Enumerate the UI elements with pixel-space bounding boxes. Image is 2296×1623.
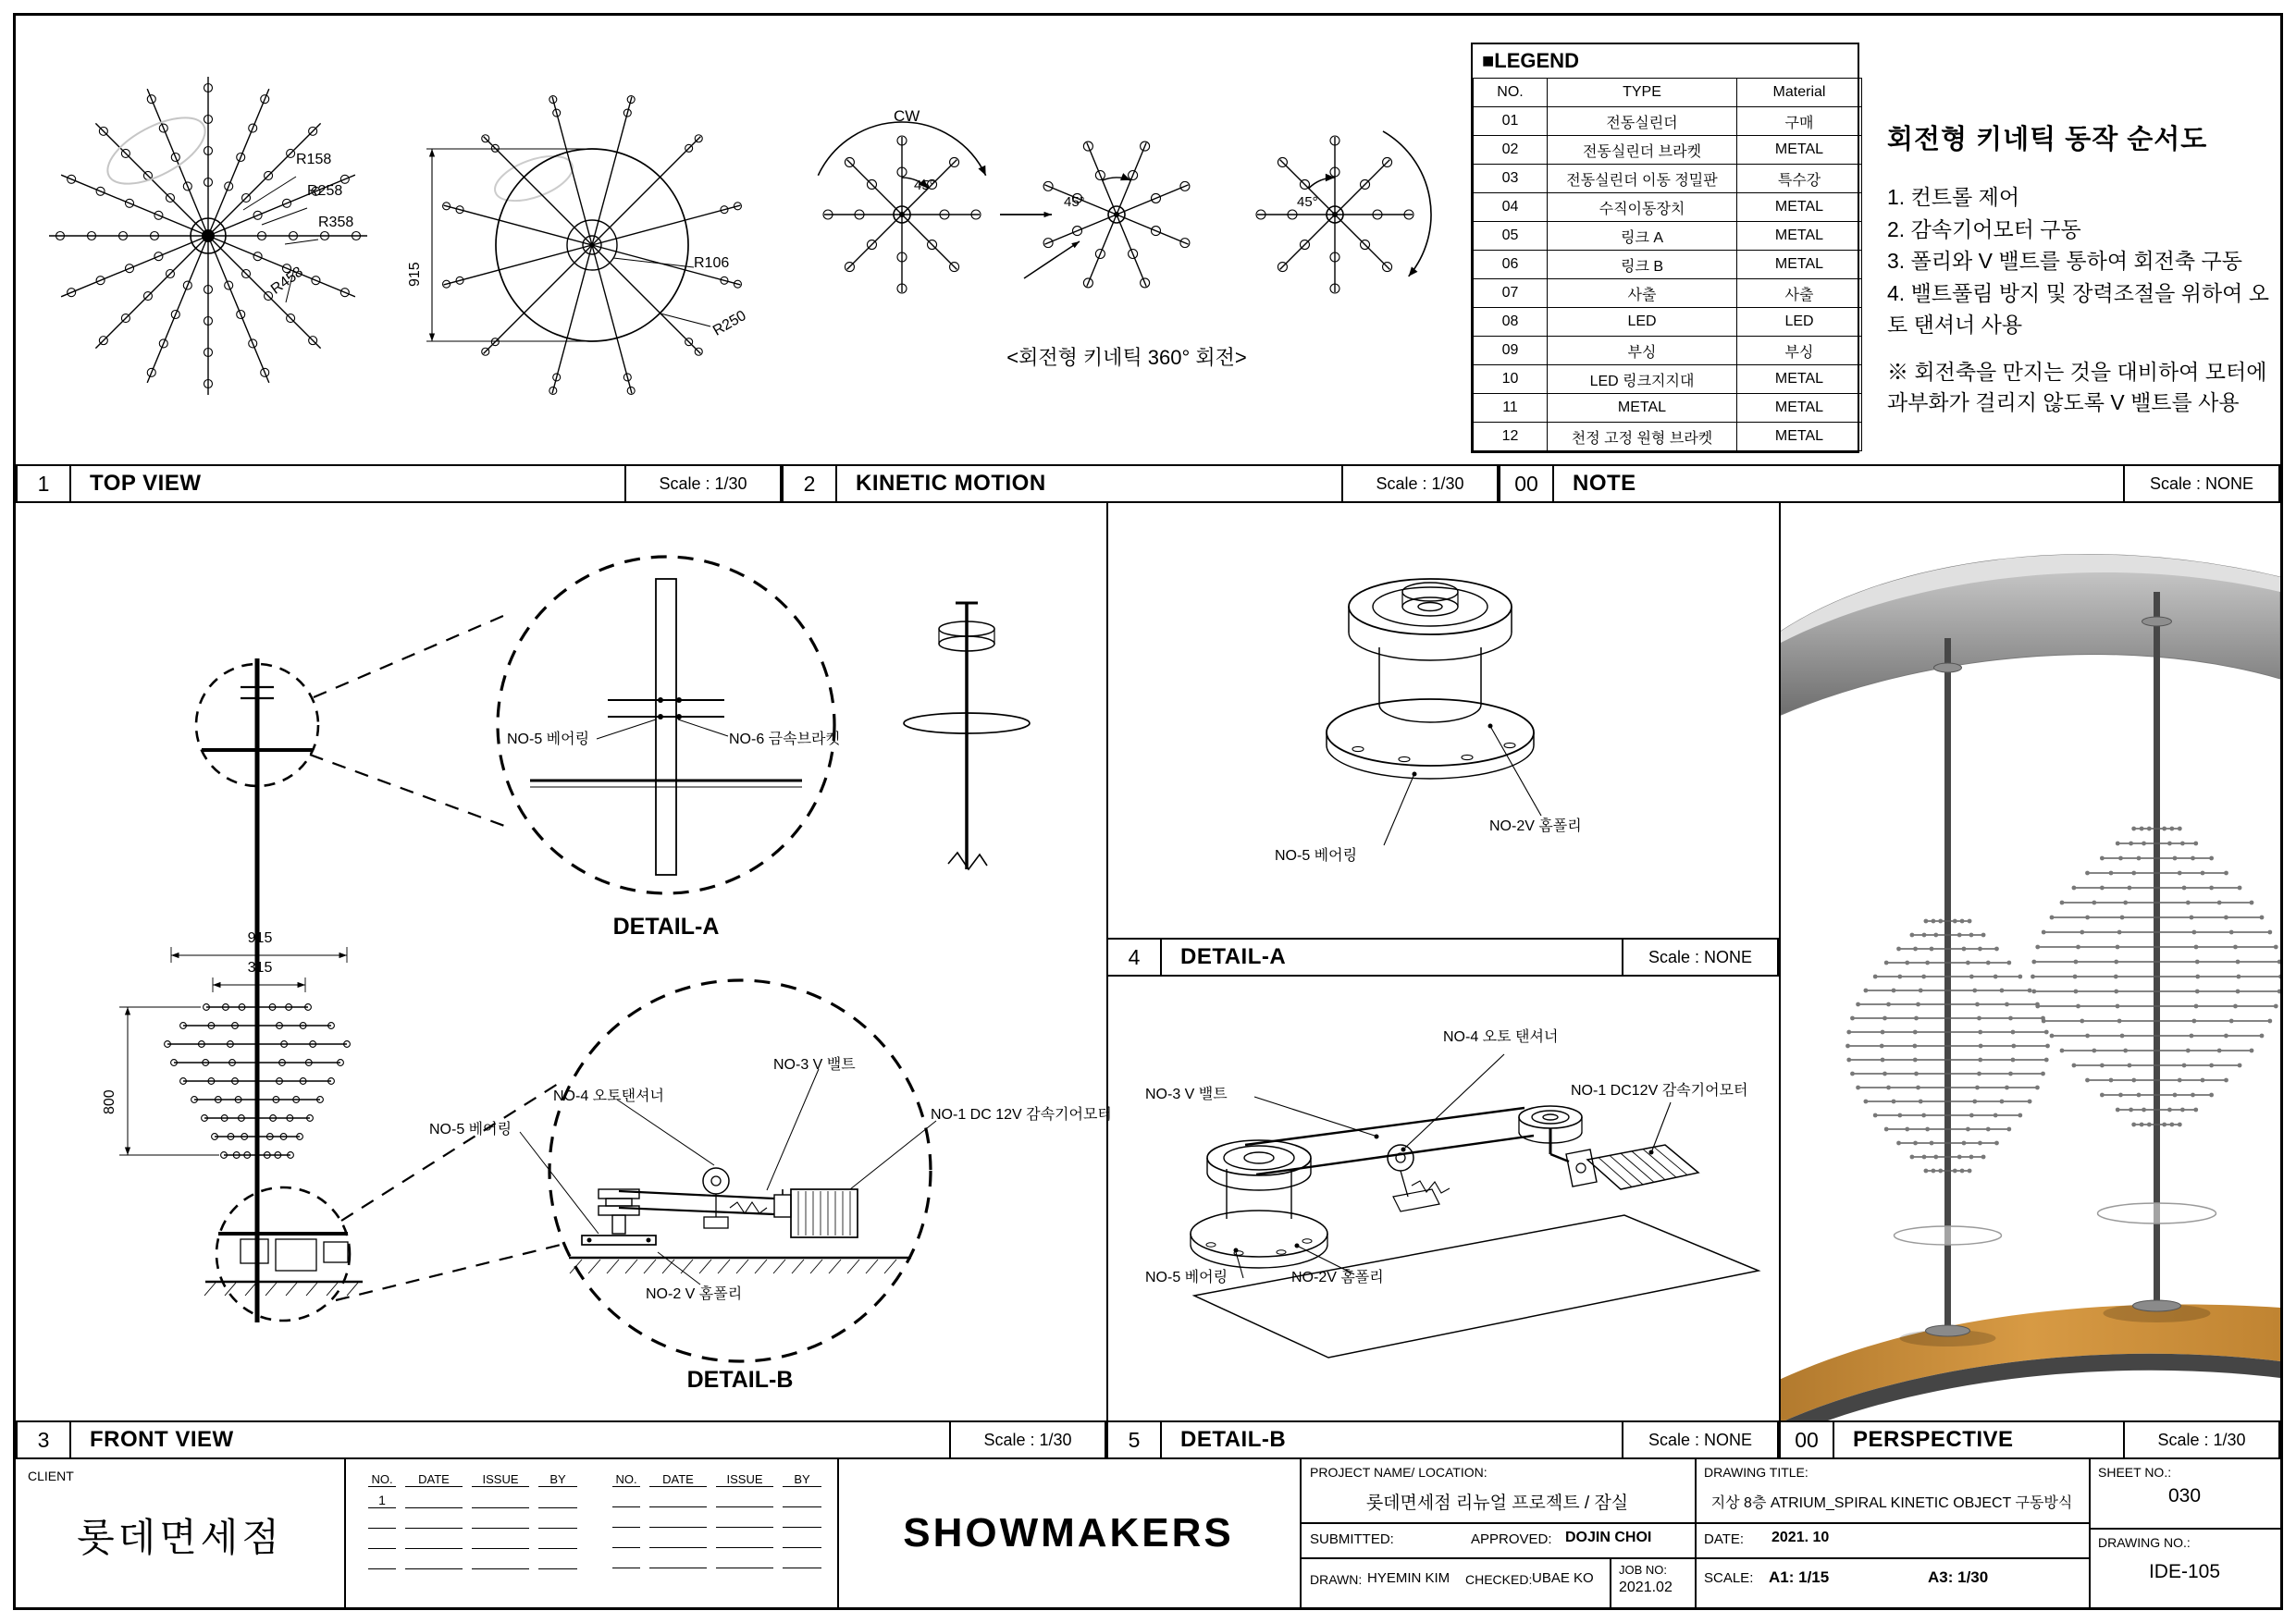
- divider: [1610, 1557, 1611, 1607]
- panel-number: 2: [784, 466, 837, 501]
- legend-row: [1474, 279, 1862, 308]
- revision-cell: [649, 1513, 707, 1528]
- revision-header: ISSUE: [716, 1472, 773, 1487]
- drawn-value: HYEMIN KIM: [1367, 1570, 1450, 1586]
- revision-cell: [612, 1533, 640, 1548]
- revision-cell: [405, 1555, 463, 1569]
- drawing-title-label: DRAWING TITLE:: [1704, 1465, 1808, 1480]
- dimension-label: 915: [247, 930, 273, 946]
- revision-header: BY: [538, 1472, 577, 1487]
- divider: [1300, 1557, 1695, 1559]
- revision-header: NO.: [612, 1472, 640, 1487]
- legend-cell: LED: [1737, 308, 1862, 337]
- legend-cell: 11: [1474, 394, 1548, 423]
- revision-cell: [472, 1514, 529, 1529]
- revision-cell: [538, 1514, 577, 1529]
- divider: [1300, 1459, 1302, 1607]
- legend-cell: 특수강: [1737, 165, 1862, 193]
- part-label-pulley: NO-2V 홈폴리: [1291, 1270, 1384, 1285]
- checked-value: UBAE KO: [1532, 1570, 1594, 1586]
- panel-title: FRONT VIEW: [90, 1427, 234, 1452]
- sheet-no-label: SHEET NO.:: [2098, 1465, 2172, 1480]
- job-no-label: JOB NO:: [1619, 1563, 1668, 1577]
- legend-cell: 06: [1474, 251, 1548, 279]
- panel-title: DETAIL-B: [1180, 1427, 1287, 1452]
- legend-header: NO.: [1474, 79, 1548, 107]
- panel-header-kinetic-motion: [782, 464, 1499, 503]
- legend-cell: METAL: [1548, 394, 1737, 423]
- approved-label: APPROVED:: [1471, 1531, 1552, 1547]
- radius-label: R358: [318, 215, 354, 230]
- legend-cell: 사출: [1737, 279, 1862, 308]
- date-label: DATE:: [1704, 1531, 1745, 1547]
- legend-cell: METAL: [1737, 251, 1862, 279]
- radius-label: R158: [296, 152, 332, 167]
- revision-table: [603, 1467, 831, 1574]
- divider: [344, 1459, 346, 1607]
- legend-cell: 01: [1474, 107, 1548, 136]
- revision-cell: [716, 1493, 773, 1507]
- revision-cell: [472, 1493, 529, 1508]
- revision-header: DATE: [649, 1472, 707, 1487]
- panel-title: KINETIC MOTION: [856, 471, 1046, 496]
- legend-cell: 08: [1474, 308, 1548, 337]
- divider: [1779, 503, 1781, 1420]
- drawn-label: DRAWN:: [1310, 1572, 1363, 1587]
- legend-row: [1474, 308, 1862, 337]
- revision-cell: [405, 1493, 463, 1508]
- legend-header: TYPE: [1548, 79, 1737, 107]
- divider: [1300, 1522, 1695, 1524]
- legend-cell: 04: [1474, 193, 1548, 222]
- panel-number: 4: [1108, 940, 1162, 975]
- revision-header: DATE: [405, 1472, 463, 1487]
- legend-cell: LED 링크지지대: [1548, 365, 1737, 394]
- part-label-belt: NO-3 V 밸트: [1145, 1087, 1228, 1102]
- panel-scale: Scale : 1/30: [949, 1422, 1105, 1457]
- note-warning: ※ 회전축을 만지는 것을 대비하여 모터에 과부화가 걸리지 않도록 V 밸트를 사용: [1887, 360, 2267, 415]
- sheet-no-value: 030: [2167, 1485, 2202, 1506]
- legend-header: Material: [1737, 79, 1862, 107]
- divider: [1695, 1522, 2089, 1524]
- part-label-pulley: NO-2 V 홈폴리: [646, 1286, 743, 1302]
- legend-row: [1474, 193, 1862, 222]
- drawing-title-value: 지상 8층 ATRIUM_SPIRAL KINETIC OBJECT 구동방식: [1710, 1495, 2073, 1511]
- revision-header: NO.: [368, 1472, 396, 1487]
- part-label-pulley: NO-2V 홈폴리: [1489, 818, 1582, 834]
- note-item: 1. 컨트롤 제어: [1887, 185, 2020, 209]
- scale-label: SCALE:: [1704, 1570, 1754, 1586]
- angle-label: 45°: [1297, 194, 1318, 210]
- rotation-direction-label: CW: [894, 107, 920, 125]
- project-label: PROJECT NAME/ LOCATION:: [1310, 1465, 1487, 1480]
- legend-cell: 링크 B: [1548, 251, 1737, 279]
- legend-cell: METAL: [1737, 394, 1862, 423]
- revision-cell: [612, 1554, 640, 1568]
- legend-header-row: [1474, 79, 1862, 107]
- legend-cell: 부싱: [1548, 337, 1737, 365]
- panel-header-detail-b: [1106, 1420, 1779, 1459]
- detail-a-drawing: [1106, 503, 1779, 938]
- divider: [2089, 1528, 2280, 1530]
- revision-cell: [368, 1534, 396, 1549]
- showmakers-logo: SHOWMAKERS: [903, 1510, 1234, 1555]
- checked-label: CHECKED:: [1465, 1572, 1533, 1587]
- revision-cell: [472, 1534, 529, 1549]
- revision-cell: [649, 1554, 707, 1568]
- panel-scale: Scale : 1/30: [1341, 466, 1497, 501]
- panel-header-detail-a: [1106, 938, 1779, 977]
- panel-number: 1: [18, 466, 71, 501]
- part-label-gear-motor: NO-1 DC 12V 감속기어모터: [931, 1107, 1112, 1123]
- legend-cell: 05: [1474, 222, 1548, 251]
- note-item: 2. 감속기어모터 구동: [1887, 216, 2081, 241]
- legend-cell: 전동실린더 이동 정밀판: [1548, 165, 1737, 193]
- legend-row: [1474, 365, 1862, 394]
- legend-row: [1474, 107, 1862, 136]
- panel-title: NOTE: [1573, 471, 1636, 496]
- divider: [1695, 1459, 1697, 1607]
- front-view-drawing: [16, 503, 1106, 1420]
- legend-cell: 03: [1474, 165, 1548, 193]
- legend-cell: METAL: [1737, 222, 1862, 251]
- revision-table: [359, 1467, 586, 1575]
- note-title: 회전형 키네틱 동작 순서도: [1887, 125, 2208, 154]
- revision-cell: [612, 1493, 640, 1507]
- legend-cell: 부싱: [1737, 337, 1862, 365]
- revision-cell: [612, 1513, 640, 1528]
- revision-header: ISSUE: [472, 1472, 529, 1487]
- panel-title: PERSPECTIVE: [1853, 1427, 2014, 1452]
- legend-cell: LED: [1548, 308, 1737, 337]
- revision-cell: [538, 1534, 577, 1549]
- legend-row: [1474, 251, 1862, 279]
- divider: [1695, 1557, 2089, 1559]
- revision-cell: [716, 1513, 773, 1528]
- panel-header-perspective: [1779, 1420, 2280, 1459]
- panel-header-front-view: [16, 1420, 1106, 1459]
- note-item: 4. 밸트풀림 방지 및 장력조절을 위하여 오토 탠셔너 사용: [1887, 280, 2270, 337]
- dimension-label: 315: [247, 960, 273, 976]
- detail-a-caption: DETAIL-A: [612, 914, 720, 940]
- part-label-gear-motor: NO-1 DC12V 감속기어모터: [1571, 1083, 1748, 1099]
- revision-cell: [368, 1555, 396, 1569]
- part-label-bearing: NO-5 베어링: [1275, 848, 1358, 864]
- panel-number: 00: [1500, 466, 1554, 501]
- approved-value: DOJIN CHOI: [1565, 1530, 1652, 1545]
- panel-number: 3: [18, 1422, 71, 1457]
- revision-cell: [649, 1533, 707, 1548]
- drawing-no-value: IDE-105: [2148, 1561, 2221, 1582]
- panel-scale: Scale : NONE: [1622, 1422, 1777, 1457]
- panel-scale: Scale : NONE: [2123, 466, 2278, 501]
- legend-row: [1474, 394, 1862, 423]
- legend-row: [1474, 423, 1862, 451]
- revision-cell: [538, 1555, 577, 1569]
- legend-cell: METAL: [1737, 136, 1862, 165]
- revision-cell: [538, 1493, 577, 1508]
- revision-header: BY: [783, 1472, 821, 1487]
- revision-table-2: [603, 1467, 831, 1574]
- legend-cell: 07: [1474, 279, 1548, 308]
- legend-cell: 구매: [1737, 107, 1862, 136]
- project-value: 롯데면세점 리뉴얼 프로젝트 / 잠실: [1365, 1494, 1629, 1513]
- part-label-tensioner: NO-4 오토 탠셔너: [1443, 1029, 1559, 1045]
- legend-cell: 전동실린더 브라켓: [1548, 136, 1737, 165]
- submitted-label: SUBMITTED:: [1310, 1531, 1394, 1547]
- legend-cell: 천정 고정 원형 브라켓: [1548, 423, 1737, 451]
- panel-scale: Scale : 1/30: [2123, 1422, 2278, 1457]
- detail-b-caption: DETAIL-B: [686, 1367, 794, 1393]
- revision-table-1: [359, 1467, 586, 1575]
- revision-cell: [716, 1533, 773, 1548]
- legend-row: [1474, 165, 1862, 193]
- legend-table: [1473, 78, 1862, 451]
- panel-scale: Scale : NONE: [1622, 940, 1777, 975]
- revision-cell: [405, 1534, 463, 1549]
- legend-cell: 사출: [1548, 279, 1737, 308]
- date-value: 2021. 10: [1771, 1530, 1830, 1545]
- revision-cell: [783, 1533, 821, 1548]
- legend-cell: METAL: [1737, 365, 1862, 394]
- client-label: CLIENT: [28, 1469, 74, 1483]
- legend-cell: METAL: [1737, 193, 1862, 222]
- legend-cell: 링크 A: [1548, 222, 1737, 251]
- drawing-no-label: DRAWING NO.:: [2098, 1535, 2191, 1550]
- revision-cell: [783, 1493, 821, 1507]
- kinetic-motion-drawing: [782, 16, 1499, 464]
- top-view-drawing: [16, 16, 782, 464]
- panel-number: 5: [1108, 1422, 1162, 1457]
- legend-cell: 10: [1474, 365, 1548, 394]
- divider: [2089, 1459, 2091, 1607]
- note-list: [1887, 181, 2271, 341]
- revision-cell: [405, 1514, 463, 1529]
- legend-cell: 12: [1474, 423, 1548, 451]
- part-label-bearing: NO-5 베어링: [429, 1122, 512, 1137]
- client-name: 롯데면세점: [77, 1518, 283, 1560]
- panel-title: DETAIL-A: [1180, 944, 1287, 969]
- job-no-value: 2021.02: [1619, 1580, 1673, 1595]
- panel-number: 00: [1781, 1422, 1834, 1457]
- revision-cell: [716, 1554, 773, 1568]
- part-label-belt: NO-3 V 밸트: [773, 1057, 856, 1073]
- revision-cell: [472, 1555, 529, 1569]
- revision-cell: [783, 1513, 821, 1528]
- legend-cell: 수직이동장치: [1548, 193, 1737, 222]
- panel-header-top-view: [16, 464, 782, 503]
- legend-table-body: [1474, 107, 1862, 451]
- legend-cell: 02: [1474, 136, 1548, 165]
- angle-label: 45°: [914, 178, 935, 193]
- kinetic-caption: <회전형 키네틱 360° 회전>: [1006, 346, 1247, 369]
- part-label-bearing: NO-5 베어링: [1145, 1270, 1228, 1285]
- legend: [1471, 43, 1859, 453]
- revision-cell: 1: [368, 1493, 396, 1508]
- radius-label: R250: [710, 307, 749, 339]
- legend-title: ■LEGEND: [1482, 49, 1579, 72]
- legend-cell: 09: [1474, 337, 1548, 365]
- legend-row: [1474, 136, 1862, 165]
- note-item: 3. 폴리와 V 밸트를 통하여 회전축 구동: [1887, 249, 2242, 273]
- legend-row: [1474, 337, 1862, 365]
- panel-header-note: [1499, 464, 2280, 503]
- part-label-metal-bracket: NO-6 금속브라켓: [729, 732, 840, 747]
- dimension-label: 915: [407, 262, 423, 287]
- radius-label: R106: [694, 255, 730, 271]
- part-label-bearing: NO-5 베어링: [507, 732, 590, 747]
- radius-label: R258: [307, 183, 343, 199]
- panel-title: TOP VIEW: [90, 471, 202, 496]
- part-label-tensioner: NO-4 오토탠셔너: [553, 1088, 664, 1104]
- perspective-render: [1779, 503, 2280, 1420]
- legend-row: [1474, 222, 1862, 251]
- panel-scale: Scale : 1/30: [624, 466, 780, 501]
- scale-a3-value: A3: 1/30: [1928, 1568, 1989, 1586]
- scale-a1-value: A1: 1/15: [1769, 1568, 1830, 1586]
- revision-cell: [368, 1514, 396, 1529]
- legend-cell: 전동실린더: [1548, 107, 1737, 136]
- angle-label: 45°: [1064, 194, 1085, 210]
- dimension-label: 800: [102, 1089, 117, 1114]
- revision-cell: [649, 1493, 707, 1507]
- legend-cell: METAL: [1737, 423, 1862, 451]
- radius-label: R458: [268, 264, 306, 298]
- revision-cell: [783, 1554, 821, 1568]
